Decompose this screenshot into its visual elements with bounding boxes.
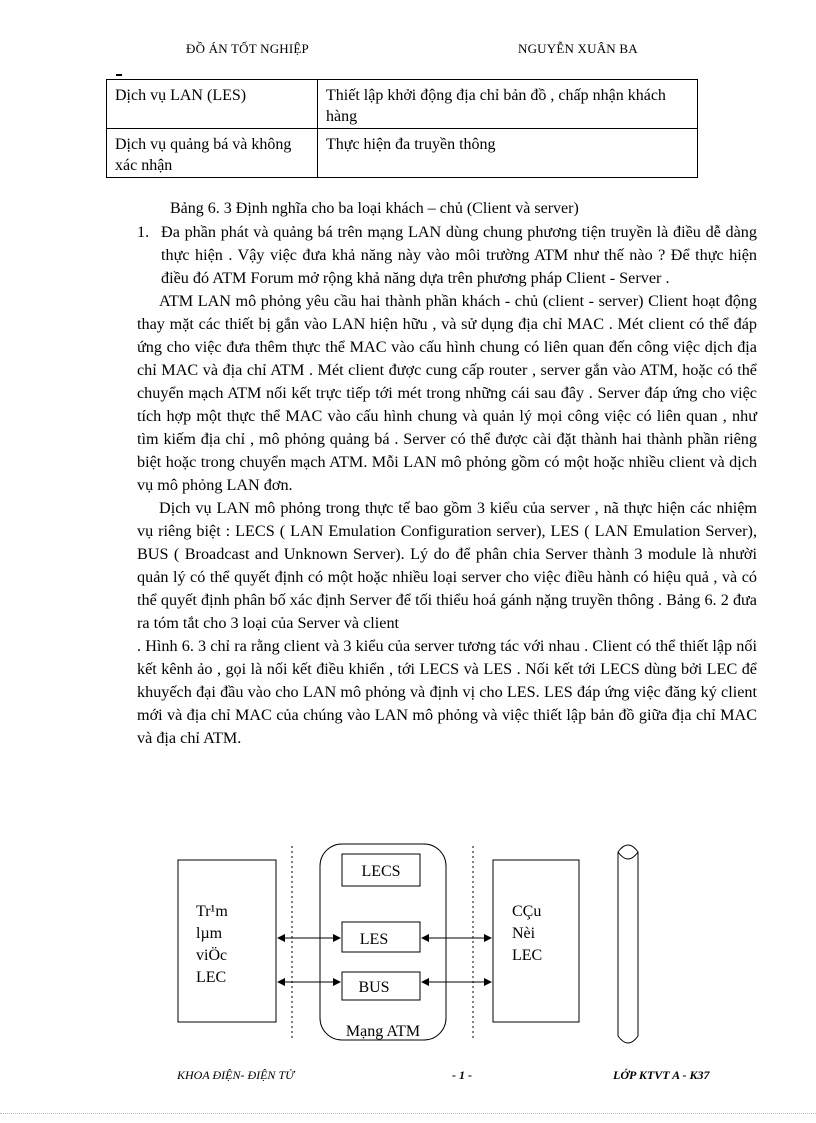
paragraph-2: Dịch vụ LAN mô phỏng trong thực tế bao gồm 3 kiểu của server , nã thực hiện các nhiệm vụ riêng biệt : LECS ( LAN Emulation Configuration server), LES ( LAN Emulation Server), BUS ( Broadcast and Unknown Server). Lý do để phân chia Server thành 3 module là nhười quản lý có thể quyết định có một hoặc nhiều loại server cho việc điều hành có hiệu quả , và có thể quyết định phân bố xác định Server để tối thiểu hoá gánh nặng truyền thông . Bảng 6. 2 đưa ra tóm tắt cho 3 loại của Server và client xyxy=(137,499,757,632)
table-cell: Thiết lập khởi động địa chỉ bản đồ , chấp nhận khách hàng xyxy=(318,80,698,129)
workstation-label-2: lµm xyxy=(196,925,223,942)
atm-network-label: Mạng ATM xyxy=(345,1023,421,1040)
footer-left: KHOA ĐIỆN- ĐIỆN TỬ xyxy=(177,1068,295,1082)
header-right: NGUYỄN XUÂN BA xyxy=(518,41,638,56)
numbered-item xyxy=(137,221,757,290)
lan-emulation-diagram xyxy=(160,838,660,1058)
table-row xyxy=(107,80,698,129)
item-text: Đa phần phát và quảng bá trên mạng LAN dùng chung phương tiện truyền là điều dễ dàng thực hiện . Vậy việc đưa khả năng này vào môi trường ATM như thế nào ? Để thực hiện điều đó ATM Forum mở rộng khả năng dựa trên phương pháp Client - Server . xyxy=(161,223,757,287)
workstation-label-3: viÖc xyxy=(196,947,228,964)
table-cell: Thực hiện đa truyền thông xyxy=(318,129,698,178)
workstation-box xyxy=(178,860,276,1022)
bridge-label-2: Nèi xyxy=(512,925,536,942)
bus-label: BUS xyxy=(358,979,390,996)
paragraph-3: . Hình 6. 3 chỉ ra rằng client và 3 kiểu của server tương tác với nhau . Client có thể thiết lập nối kết kênh ảo , gọi là nối kết điều khiển , tới LECS và LES . Nối kết tới LECS dùng bởi LEC để khuyếch đại đầu vào cho LAN mô phỏng và định vị cho LES. LES đáp ứng việc đăng ký client mới và địa chỉ MAC của chúng vào LAN mô phỏng và việc thiết lập bản đồ giữa địa chỉ MAC và địa chỉ ATM. xyxy=(137,637,757,747)
workstation-label-1: Tr¹m xyxy=(196,903,228,920)
body-text xyxy=(137,221,757,750)
table-row xyxy=(107,129,698,178)
bridge-label-1: CÇu xyxy=(512,903,542,920)
footer-page-number: - 1 - xyxy=(452,1068,472,1082)
table-cell: Dịch vụ LAN (LES) xyxy=(107,80,318,129)
bridge-box xyxy=(493,860,579,1022)
item-number: 1. xyxy=(137,223,150,241)
workstation-label-4: LEC xyxy=(196,969,227,986)
table-tick-mark xyxy=(116,74,122,76)
lecs-label: LECS xyxy=(361,863,401,880)
footer-right: LỚP KTVT A - K37 xyxy=(613,1068,710,1082)
paragraph-1: ATM LAN mô phỏng yêu cầu hai thành phần khách - chủ (client - server) Client hoạt động thay mặt các thiết bị gắn vào LAN hiện hữu , và sử dụng địa chỉ MAC . Mét client có thể đáp ứng cho việc đưa thêm thực thể MAC vào cấu hình chung có liên quan đến công việc dịch địa chỉ MAC và địa chỉ ATM . Mét client được cung cấp router , server gắn vào ATM, hoặc có thể chuyển mạch ATM nối kết trực tiếp tới mét trong những cái sau đây . Server đáp ứng cho việc tích hợp một thực thể MAC vào cấu hình chung và quản lý mọi công việc có liên quan , như tìm kiếm địa chỉ , mô phỏng quảng bá . Server có thể được cài đặt thành hai thành phần riêng biệt hoặc trong chuyển mạch ATM. Mỗi LAN mô phỏng gồm có một hoặc nhiều client và dịch vụ mô phỏng LAN đơn. xyxy=(137,292,757,494)
table-caption: Bảng 6. 3 Định nghĩa cho ba loại khách – chủ (Client và server) xyxy=(170,200,579,217)
lan-bus-cylinder xyxy=(618,845,638,1043)
bridge-label-3: LEC xyxy=(512,947,543,964)
les-label: LES xyxy=(359,931,389,948)
page-separator xyxy=(0,1113,816,1114)
table-cell: Dịch vụ quảng bá và không xác nhận xyxy=(107,129,318,178)
lan-bus-cylinder-top xyxy=(618,852,638,859)
header-left: ĐỒ ÁN TỐT NGHIỆP xyxy=(186,41,309,56)
definition-table xyxy=(106,79,698,178)
